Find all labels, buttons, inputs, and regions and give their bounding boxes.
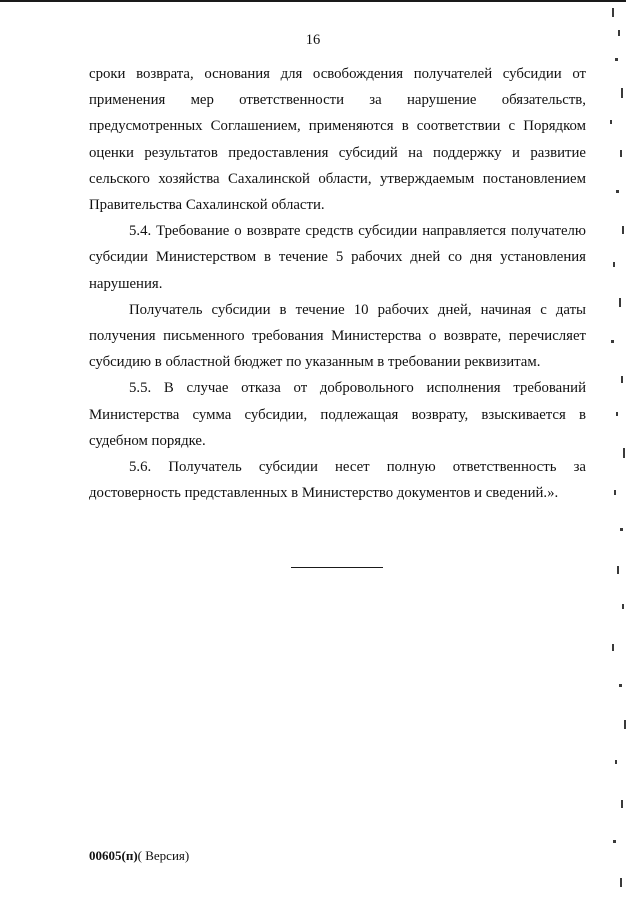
paragraph-5-5: 5.5. В случае отказа от добровольного исполнения требований Министерства сумма субсидии, подлежащая возврату, взыскивается в судебном порядке. — [89, 380, 586, 449]
end-of-text-rule — [291, 567, 383, 568]
top-border-line — [0, 0, 626, 2]
document-version: ( Версия) — [137, 848, 190, 863]
document-code: 00605(п) — [89, 848, 138, 863]
page-number: 16 — [305, 32, 321, 48]
paragraph-continuation: сроки возврата, основания для освобождения получателей субсидии от применения мер ответственности за нарушение обязательств, предусмотренных Соглашением, применяются в соответствии с Порядком оценки результатов предоставления субсидий на поддержку и развитие сельского хозяйства Сахалинской области, утверждаемым постановлением Правительства Сахалинской области. — [89, 66, 586, 214]
paragraph-5-6: 5.6. Получатель субсидии несет полную ответственность за достоверность представленных в Министерство документов и сведений.». — [89, 459, 586, 502]
document-footer — [89, 848, 189, 864]
paragraph-refund-transfer: Получатель субсидии в течение 10 рабочих дней, начиная с даты получения письменного требования Министерства о возврате, перечисляет субсидию в областной бюджет по указанным в требовании реквизитам. — [89, 301, 586, 371]
scan-noise-edge — [580, 0, 626, 905]
document-body — [89, 61, 586, 506]
paragraph-5-4: 5.4. Требование о возврате средств субсидии направляется получателю субсидии Министерством в течение 5 рабочих дней со дня установления нарушения. — [89, 223, 586, 292]
